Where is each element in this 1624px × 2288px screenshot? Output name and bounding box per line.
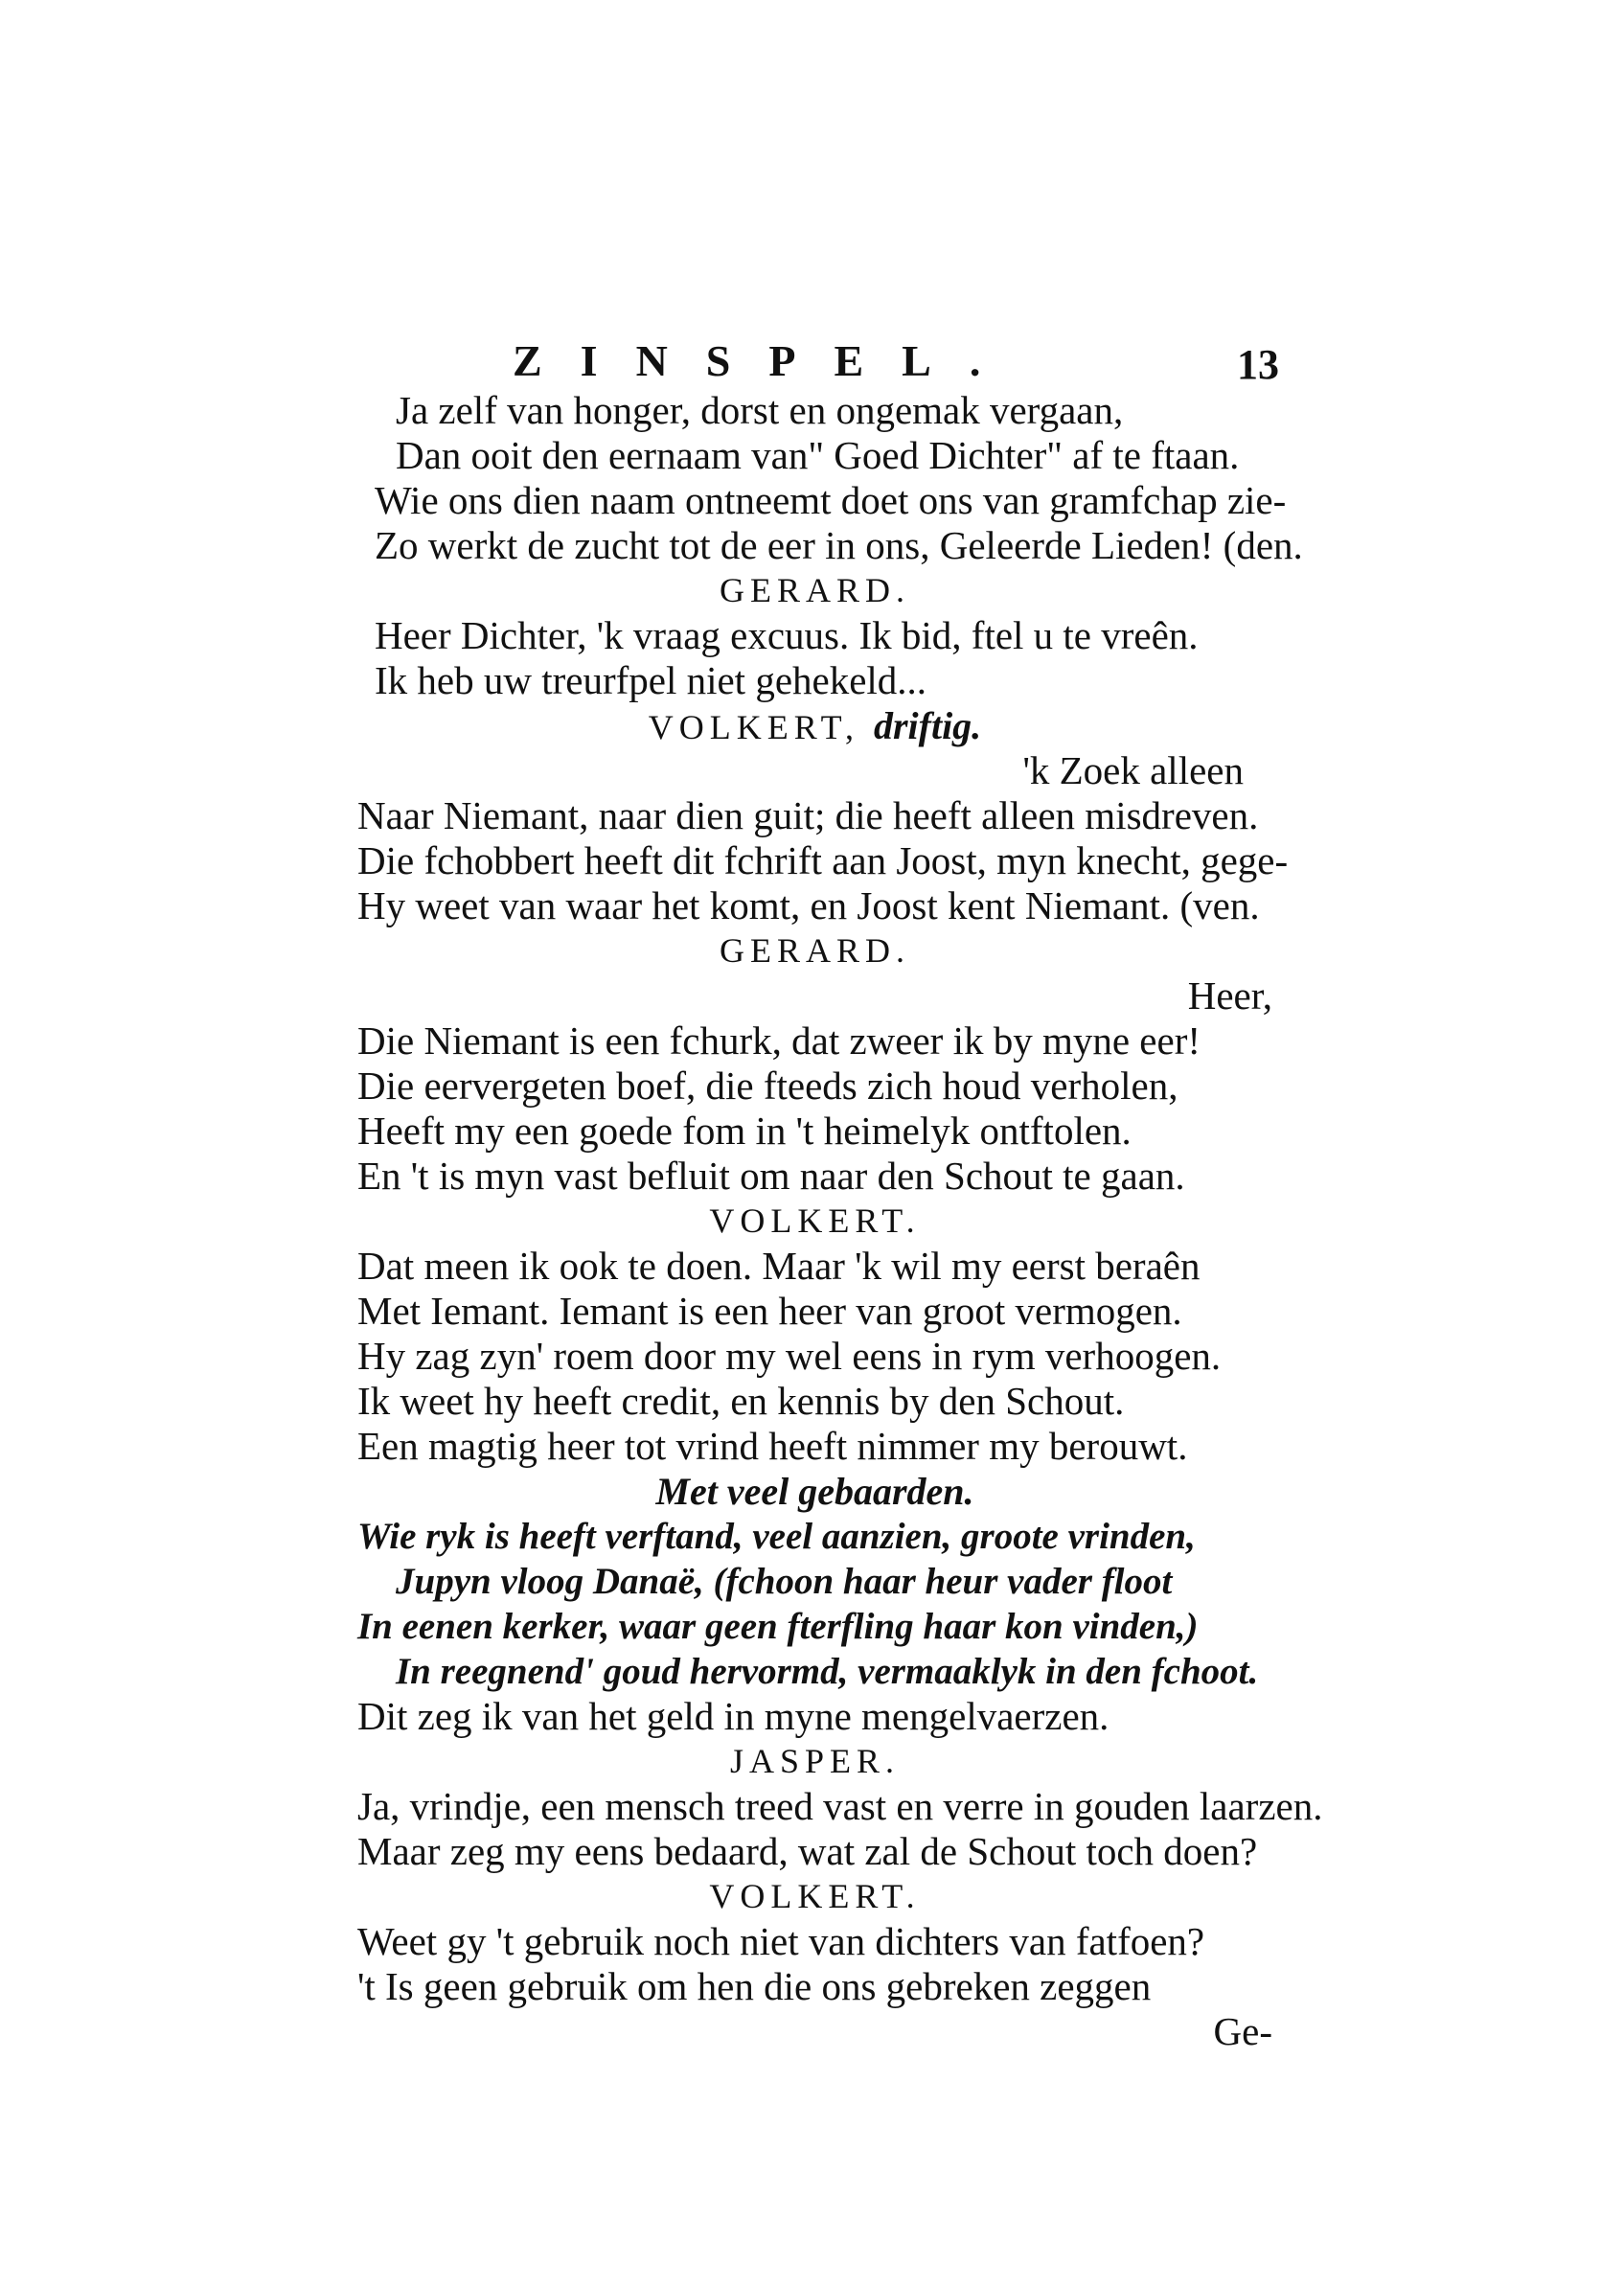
- verse-line: En 't is myn vast befluit om naar den Schout te gaan.: [357, 1154, 1185, 1198]
- song-line: Jupyn vloog Danaë, (fchoon haar heur vader floot: [396, 1561, 1173, 1602]
- verse-line: Een magtig heer tot vrind heeft nimmer my berouwt.: [357, 1424, 1188, 1468]
- verse-line: Met Iemant. Iemant is een heer van groot vermogen.: [357, 1289, 1182, 1333]
- verse-line: Hy weet van waar het komt, en Joost kent Niemant. (ven.: [357, 883, 1260, 927]
- verse-line: Die fchobbert heeft dit fchrift aan Joost, myn knecht, gege-: [357, 838, 1289, 882]
- verse-line: Dit zeg ik van het geld in myne mengelvaerzen.: [357, 1694, 1109, 1738]
- verse-line: Hy zag zyn' roem door my wel eens in rym verhoogen.: [357, 1334, 1222, 1378]
- verse-line: Heer Dichter, 'k vraag excuus. Ik bid, ftel u te vreên.: [375, 613, 1199, 657]
- verse-line: Zo werkt de zucht tot de eer in ons, Geleerde Lieden! (den.: [375, 523, 1303, 567]
- running-title: ZINSPEL.: [513, 336, 1019, 385]
- stage-direction: Met veel gebaarden.: [655, 1470, 974, 1513]
- verse-line: Ik heb uw treurfpel niet gehekeld...: [375, 658, 927, 702]
- speaker-name: VOLKERT.: [709, 1201, 921, 1240]
- verse-line: 'k Zoek alleen: [1022, 748, 1244, 792]
- verse-line: Die Niemant is een fchurk, dat zweer ik by myne eer!: [357, 1018, 1201, 1063]
- speaker-name: GERARD.: [719, 571, 910, 609]
- verse-line: Ja zelf van honger, dorst en ongemak vergaan,: [396, 388, 1124, 432]
- verse-line: Wie ons dien naam ontneemt doet ons van gramfchap zie-: [375, 478, 1287, 522]
- verse-line: Heer,: [1187, 973, 1272, 1018]
- verse-text: [357, 388, 1323, 2054]
- verse-line: Dat meen ik ook te doen. Maar 'k wil my eerst beraên: [357, 1244, 1201, 1288]
- speaker-name: VOLKERT,: [648, 708, 859, 746]
- verse-line: Die eervergeten boef, die fteeds zich houd verholen,: [357, 1064, 1178, 1108]
- stage-direction: driftig.: [873, 704, 982, 747]
- verse-line: Heeft my een goede fom in 't heimelyk ontftolen.: [357, 1109, 1132, 1153]
- speaker-name: JASPER.: [729, 1742, 901, 1780]
- song-line: Wie ryk is heeft verftand, veel aanzien, groote vrinden,: [357, 1516, 1196, 1557]
- verse-line: Maar zeg my eens bedaard, wat zal de Schout toch doen?: [357, 1829, 1258, 1873]
- page-header: [513, 336, 1279, 388]
- verse-line: Naar Niemant, naar dien guit; die heeft alleen misdreven.: [357, 793, 1259, 837]
- song-line: In reegnend' goud hervormd, vermaaklyk in den fchoot.: [396, 1651, 1259, 1692]
- speaker-heading: [357, 703, 1272, 748]
- verse-line: 't Is geen gebruik om hen die ons gebreken zeggen: [357, 1964, 1152, 2008]
- verse-line: Ja, vrindje, een mensch treed vast en verre in gouden laarzen.: [357, 1784, 1323, 1828]
- verse-line: Ik weet hy heeft credit, en kennis by den Schout.: [357, 1379, 1125, 1423]
- verse-line: Weet gy 't gebruik noch niet van dichters van fatfoen?: [357, 1919, 1205, 1963]
- song-line: In eenen kerker, waar geen fterfling haar kon vinden,): [357, 1606, 1199, 1647]
- speaker-name: GERARD.: [719, 931, 910, 970]
- speaker-name: VOLKERT.: [709, 1877, 921, 1915]
- catchword: Ge-: [1213, 2009, 1272, 2053]
- verse-line: Dan ooit den eernaam van" Goed Dichter" af te ftaan.: [396, 433, 1240, 477]
- page-number: 13: [1237, 341, 1279, 388]
